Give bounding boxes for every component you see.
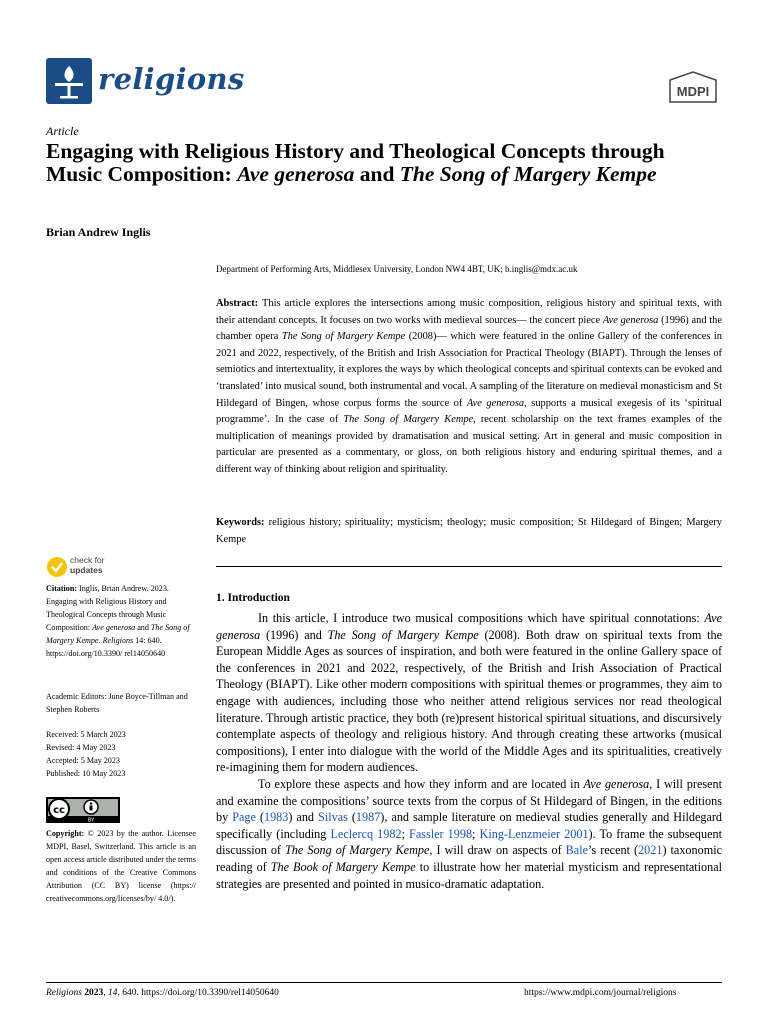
citation-text: Inglis, Brian Andrew. 2023. Engaging with Religious History and Theological Concepts through Music Composition: <box>46 584 169 632</box>
mdpi-logo <box>666 70 720 104</box>
cc-by-license-icon[interactable] <box>46 797 120 823</box>
abstract-text: This article explores the intersections among music composition, religious history and spiritual texts, with their attendant concepts. It focuses on two works with medieval sources— the concert piece <box>216 298 722 326</box>
journal-name: religions <box>98 62 245 96</box>
abstract-italic: Ave generosa <box>602 314 659 326</box>
published-date: Published: 10 May 2023 <box>46 769 126 778</box>
abstract-label: Abstract: <box>216 298 259 309</box>
citation-link-page[interactable]: Page <box>232 810 256 825</box>
introduction-paragraph-2 <box>216 776 722 892</box>
body-italic: The Book of Margery Kempe <box>270 859 416 874</box>
article-title <box>46 140 726 186</box>
check-updates-line2: updates <box>70 564 103 575</box>
body-text: In this article, I introduce two musical compositions which have spiritual connotations: <box>258 611 705 625</box>
title-part-italic: The Song of Margery Kempe <box>399 162 657 186</box>
keywords-label: Keywords: <box>216 517 265 528</box>
check-updates-icon <box>46 556 68 578</box>
abstract-italic: The Song of Margery Kempe <box>343 414 474 426</box>
body-text: ( <box>255 810 264 825</box>
mdpi-label: MDPI <box>676 84 710 99</box>
body-text: ) and <box>288 810 319 825</box>
citation-label: Citation: <box>46 584 78 593</box>
publication-dates <box>46 728 196 780</box>
body-text: ). To frame the subsequent discussion of <box>216 826 722 858</box>
body-text: ; <box>401 826 410 841</box>
body-text: ; <box>472 826 480 841</box>
copyright-label: Copyright: <box>46 829 85 838</box>
abstract-text: , supports a musical exegesis of its ‘spiritual programme’. In the case of <box>216 397 722 426</box>
abstract-italic: The Song of Margery Kempe <box>281 331 406 343</box>
citation-link-page-year[interactable]: 1983 <box>263 810 289 825</box>
body-text: ’s recent ( <box>588 843 639 858</box>
citation-text: 14: 640. https://doi.org/10.3390/ rel14050640 <box>46 636 166 658</box>
body-text: ), and sample literature on medieval studies generally and Hildegard specifically (including <box>216 810 723 841</box>
copyright-text: © 2023 by the author. Licensee MDPI, Basel, Switzerland. This article is an open access article distributed under the terms and conditions of the Creative Commons Attribution (CC BY) license (https:// creativecommons.org/licenses/by/ 4.0/). <box>46 829 196 903</box>
title-part-italic: Ave generosa <box>237 162 355 186</box>
introduction-paragraph-1 <box>216 610 722 776</box>
citation-link-fassler[interactable]: Fassler 1998 <box>409 826 473 841</box>
title-part: Engaging with Religious History and Theological Concepts through Music Composition: <box>46 139 665 186</box>
footer-divider <box>46 982 722 983</box>
title-part: and <box>354 162 400 186</box>
citation <box>46 582 196 660</box>
citation-link-silvas[interactable]: Silvas <box>318 810 348 825</box>
body-italic: The Song of Margery Kempe <box>327 627 479 642</box>
abstract-italic: Ave generosa <box>466 397 525 409</box>
body-text: (1996) and <box>260 627 328 642</box>
body-italic: The Song of Margery Kempe <box>285 843 430 858</box>
citation-link-silvas-year[interactable]: 1987 <box>355 810 381 825</box>
academic-editors: Academic Editors: June Boyce-Tillman and Stephen Roberts <box>46 692 188 714</box>
check-for-updates-button[interactable] <box>46 556 126 578</box>
citation-link-leclercq[interactable]: Leclercq 1982 <box>330 826 402 841</box>
citation-italic: Ave generosa <box>92 623 136 632</box>
author-name: Brian Andrew Inglis <box>46 225 151 239</box>
by-label: BY <box>87 817 95 823</box>
abstract <box>216 296 722 479</box>
copyright-notice <box>46 827 196 905</box>
abstract-text: , recent scholarship on the text frames examples of the multiplication of meanings provided by dramatisation and musical setting. Art in general and music composition in particular are presented as a commentary, or gloss, on both religious history and enduring spiritual themes, and a different way of thinking about religion and spirituality. <box>216 414 722 475</box>
cc-label: cc <box>53 805 65 816</box>
citation-text: . <box>98 636 103 645</box>
abstract-text: (1996) and the chamber opera <box>216 314 722 343</box>
check-updates-line1: check for <box>70 555 105 565</box>
article-type: Article <box>46 124 79 138</box>
footer-volume: 14 <box>108 988 118 998</box>
divider <box>216 566 722 567</box>
footer-journal: Religions <box>46 988 82 998</box>
footer-journal-url[interactable]: https://www.mdpi.com/journal/religions <box>524 988 677 998</box>
abstract-text: (2008)— which were featured in the online Gallery of the conferences in 2021 and 2022, respectively, of the British and Irish Association for Practical Theology (BIAPT). Through the lenses of semiotics and intertextuality, it explores the ways by which theological concepts and spiritual contexts can be evoked and ‘translated’ into musical sound, both instrumental and vocal. A sampling of the literature on medieval monasticism and St Hildegard of Bingen, whose corpus forms the source of <box>216 331 722 409</box>
citation-text: and <box>135 623 151 632</box>
body-text: , I will present and examine the compositions’ source texts from the corpus of St Hildegard of Bingen, in the editions by <box>216 777 722 825</box>
citation-link-bale[interactable]: Bale <box>565 843 589 858</box>
section-heading: 1. Introduction <box>216 592 290 604</box>
citation-link-bale-year[interactable]: 2021 <box>638 843 663 858</box>
body-italic: Ave generosa <box>216 611 722 642</box>
footer-citation: Religions 2023, 14, 640. https://doi.org/10.3390/rel14050640 <box>46 988 279 998</box>
accepted-date: Accepted: 5 May 2023 <box>46 756 120 765</box>
body-text: to illustrate how her material mysticism and representational strategies are presented and pointed in musico-dramatic adaptation. <box>216 859 722 891</box>
body-text: To explore these aspects and how they inform and are located in <box>258 777 584 791</box>
affiliation: Department of Performing Arts, Middlesex University, London NW4 4BT, UK; b.inglis@mdx.ac.uk <box>216 264 578 274</box>
keywords-text: religious history; spirituality; mysticism; theology; music composition; St Hildegard of Bingen; Margery Kempe <box>216 517 722 545</box>
revised-date: Revised: 4 May 2023 <box>46 743 116 752</box>
citation-italic: The Song of Margery Kempe <box>46 623 190 645</box>
footer-year: 2023 <box>81 988 104 998</box>
footer-doi: , 640. https://doi.org/10.3390/rel14050640 <box>117 988 279 998</box>
religions-logo-icon <box>46 58 92 104</box>
citation-link-king-lenzmeier[interactable]: King-Lenzmeier 2001 <box>479 826 589 841</box>
keywords <box>216 515 722 548</box>
body-text: ( <box>347 810 356 825</box>
body-italic: Ave generosa <box>583 777 650 791</box>
body-text: , I will draw on aspects of <box>429 843 566 858</box>
received-date: Received: 5 March 2023 <box>46 730 126 739</box>
body-text: (2008). Both draw on spiritual texts from the European Middle Ages as sources of inspiration, and both were featured in the online Gallery space of the conferences in 2021 and 2022, respectively, of the British and Irish Association of Practical Theology (BIAPT). Like other modern compositions with spiritual themes or programmes, they aim to engage with audiences, including those who neither attend religious services nor read theological literature. Through artistic practice, they both (re)present historical spiritual situations, and discursively contemplate aspects of theology and religious history. And through creating these artworks (musical compositions), I enter into dialogue with the world of the Middle Ages and its spiritualities, creatively re-imagining them for modern audiences. <box>216 627 723 775</box>
citation-italic: Religions <box>102 636 134 645</box>
body-text: ) taxonomic reading of <box>216 843 722 874</box>
